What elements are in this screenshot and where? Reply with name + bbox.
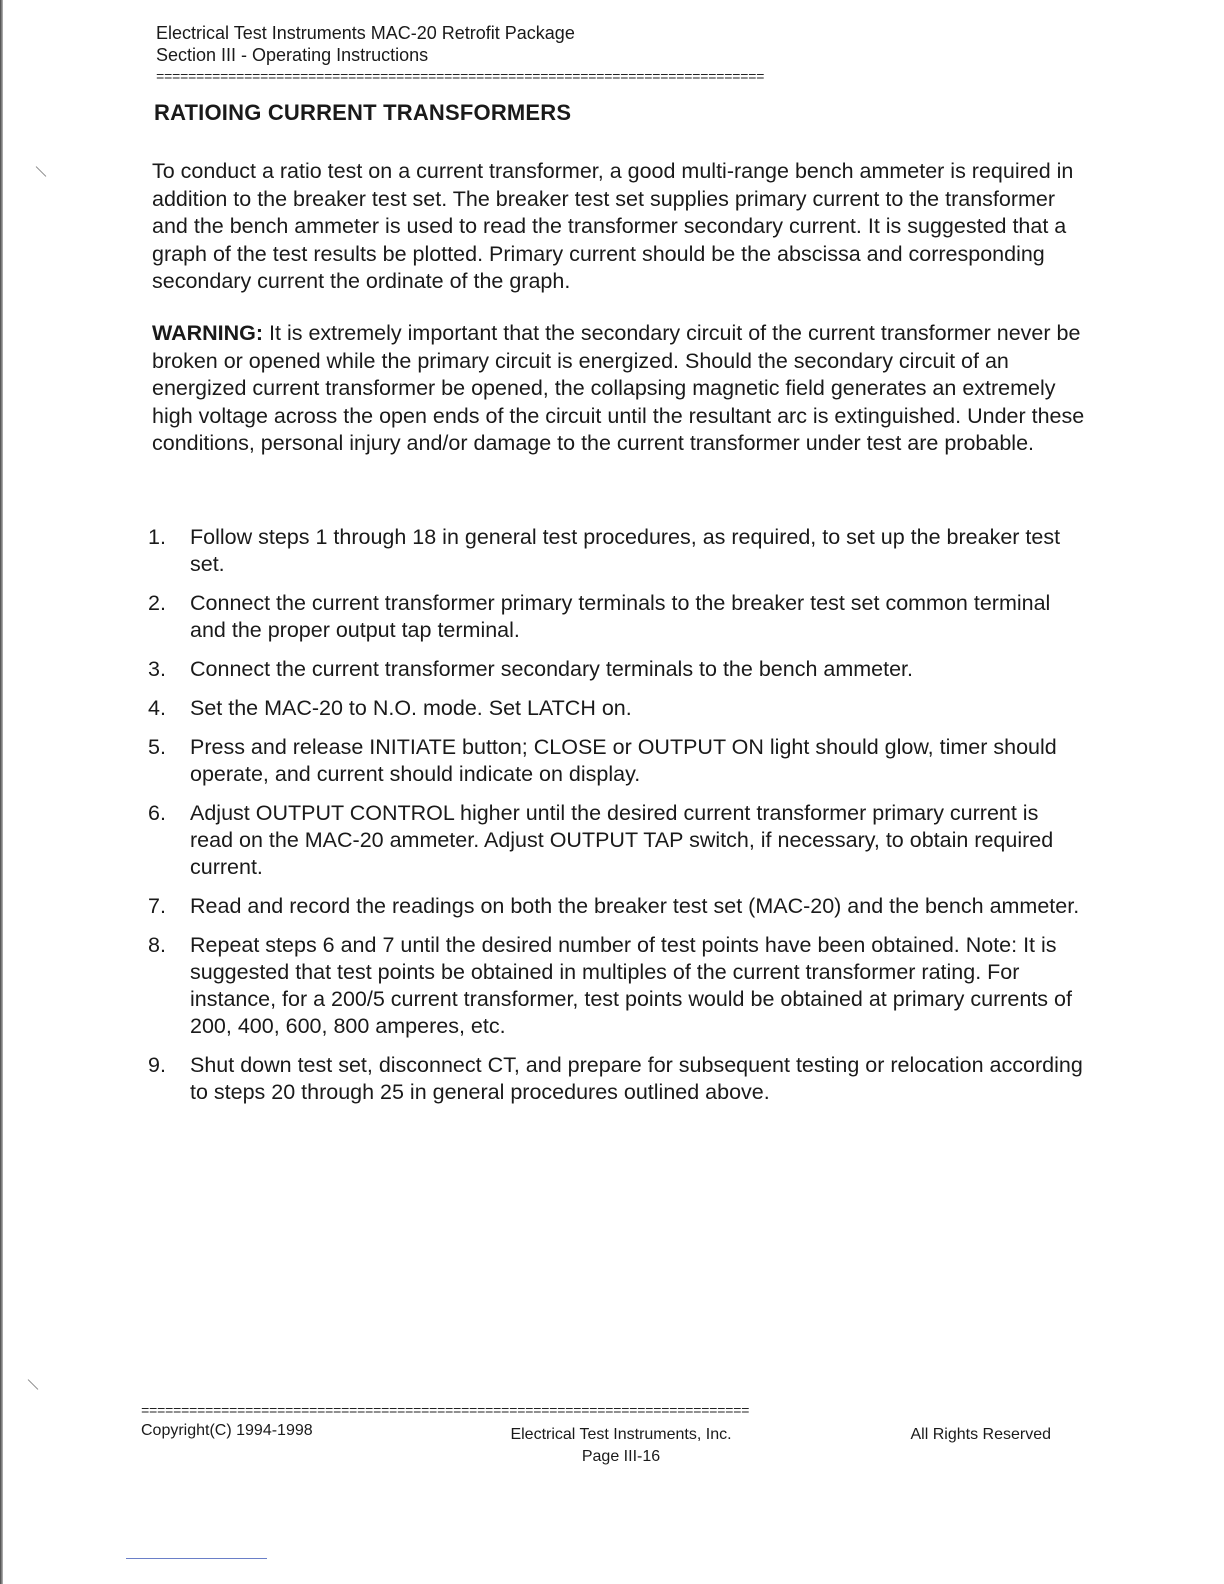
intro-paragraph: To conduct a ratio test on a current transformer, a good multi-range bench ammeter is required in addition to the breaker test set. The breaker test set supplies primary current to the transformer and the bench ammeter is used to read the transformer secondary current. It is suggested that a graph of the test results be plotted. Primary current should be the abscissa and corresponding secondary current the ordinate of the graph.	[152, 159, 1074, 293]
step-number: 4.	[148, 696, 166, 720]
page-number: Page III-16	[581, 1448, 661, 1465]
document-footer	[141, 1422, 1051, 1472]
step-number: 6.	[148, 801, 166, 825]
warning-text: It is extremely important that the secondary circuit of the current transformer never be broken or opened while the primary circuit is energized. Should the secondary circuit of an energized current transformer be opened, the collapsing magnetic field generates an extremely high voltage across the open ends of the circuit until the resultant arc is extinguished. Under these conditions, personal injury and/or damage to the current transformer under test are probable.	[152, 321, 1085, 455]
step-item	[146, 932, 1086, 1040]
step-number: 8.	[148, 933, 166, 957]
step-text: Adjust OUTPUT CONTROL higher until the desired current transformer primary current is read on the MAC-20 ammeter. Adjust OUTPUT TAP switch, if necessary, to obtain required current.	[190, 801, 1054, 879]
scan-artifact-line	[126, 1558, 267, 1559]
header-rule: ============================================================================	[156, 71, 765, 85]
step-item	[146, 524, 1086, 578]
step-item	[146, 734, 1086, 788]
step-text: Press and release INITIATE button; CLOSE or OUTPUT ON light should glow, timer should operate, and current should indicate on display.	[190, 735, 1057, 786]
step-text: Read and record the readings on both the breaker test set (MAC-20) and the bench ammeter.	[190, 894, 1080, 918]
step-item	[146, 1052, 1086, 1106]
warning-label: WARNING:	[152, 321, 264, 345]
scan-mark	[28, 1379, 39, 1390]
footer-copyright: Copyright(C) 1994-1998	[141, 1422, 313, 1439]
step-text: Follow steps 1 through 18 in general test procedures, as required, to set up the breaker test set.	[190, 525, 1061, 576]
step-number: 3.	[148, 657, 166, 681]
header-section: Section III - Operating Instructions	[156, 45, 429, 65]
step-number: 5.	[148, 735, 166, 759]
step-number: 9.	[148, 1053, 166, 1077]
document-header	[156, 22, 1056, 66]
footer-center	[471, 1424, 771, 1468]
step-item	[146, 590, 1086, 644]
warning-paragraph	[152, 320, 1092, 458]
step-text: Set the MAC-20 to N.O. mode. Set LATCH on.	[190, 696, 632, 720]
step-number: 2.	[148, 591, 166, 615]
scan-edge	[0, 0, 3, 1584]
footer-rights: All Rights Reserved	[910, 1426, 1051, 1443]
step-item	[146, 800, 1086, 881]
step-number: 1.	[148, 525, 166, 549]
step-text: Connect the current transformer secondary terminals to the bench ammeter.	[190, 657, 913, 681]
footer-rule: ============================================================================	[141, 1405, 750, 1419]
page-title: RATIOING CURRENT TRANSFORMERS	[154, 100, 572, 125]
step-text: Repeat steps 6 and 7 until the desired number of test points have been obtained. Note: It is suggested that test points be obtained in multiples of the current transformer rating. For instance, for a 200/5 current transformer, test points would be obtained at primary currents of 200, 400, 600, 800 amperes, etc.	[190, 933, 1072, 1038]
footer-company: Electrical Test Instruments, Inc.	[510, 1426, 732, 1443]
header-title: Electrical Test Instruments MAC-20 Retrofit Package	[156, 23, 575, 43]
step-item	[146, 695, 1086, 722]
step-text: Shut down test set, disconnect CT, and prepare for subsequent testing or relocation according to steps 20 through 25 in general procedures outlined above.	[190, 1053, 1083, 1104]
step-item	[146, 656, 1086, 683]
scan-mark	[36, 166, 47, 177]
step-number: 7.	[148, 894, 166, 918]
step-item	[146, 893, 1086, 920]
step-text: Connect the current transformer primary terminals to the breaker test set common terminal and the proper output tap terminal.	[190, 591, 1051, 642]
procedure-steps	[146, 524, 1086, 1118]
